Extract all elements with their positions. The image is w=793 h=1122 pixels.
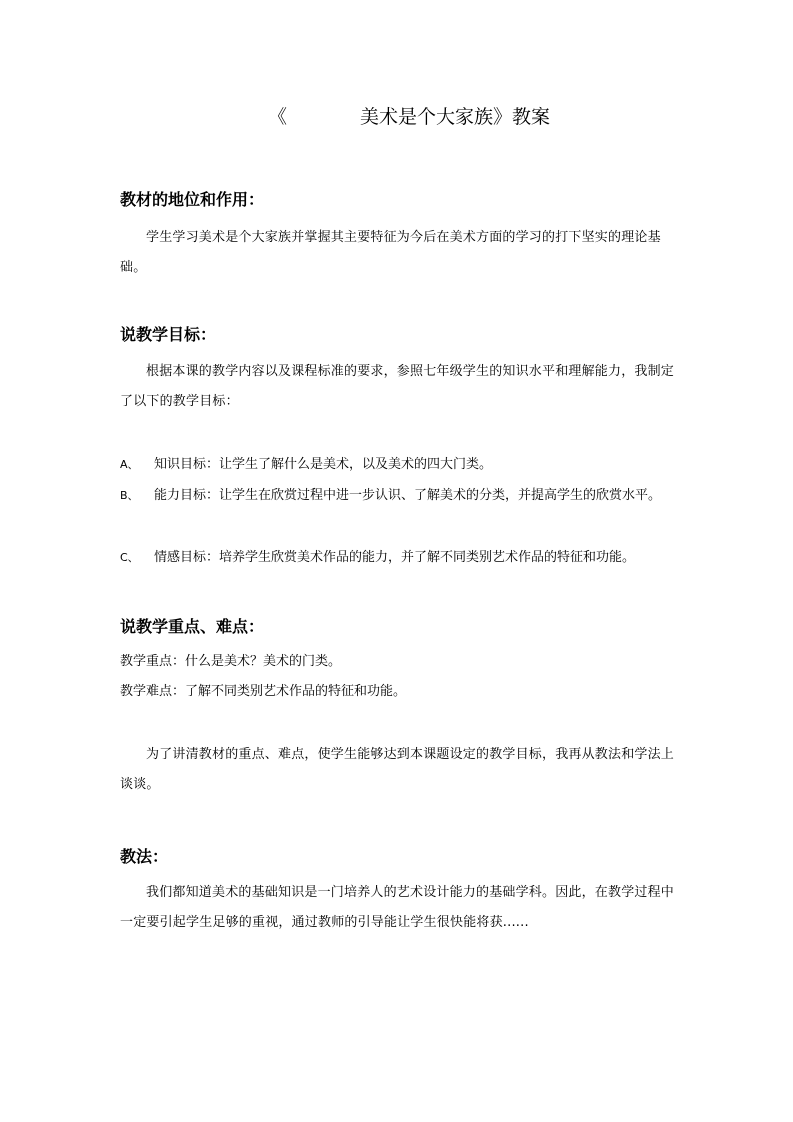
goal-item-a xyxy=(120,450,676,480)
key-point-line: 教学重点：什么是美术？美术的门类。 xyxy=(120,654,342,669)
section-heading-textbook-role: 教材的地位和作用： xyxy=(120,190,265,209)
goal-text: 情感目标：培养学生欣赏美术作品的能力，并了解不同类别艺术作品的特征和功能。 xyxy=(154,550,636,565)
goal-text: 知识目标：让学生了解什么是美术，以及美术的四大门类。 xyxy=(154,457,493,472)
difficult-point-line: 教学难点：了解不同类别艺术作品的特征和功能。 xyxy=(120,684,407,699)
title-text: 美术是个大家族》教案 xyxy=(360,106,551,128)
paragraph-teaching-goals: 根据本课的教学内容以及课程标准的要求，参照七年级学生的知识水平和理解能力，我制定了以下的教学目标： xyxy=(120,364,675,409)
section-heading-teaching-method: 教法： xyxy=(120,847,169,866)
document-title xyxy=(0,102,793,132)
goal-item-c xyxy=(120,543,676,573)
section-heading-key-difficult: 说教学重点、难点： xyxy=(120,617,265,636)
paragraph-methods-intro: 为了讲清教材的重点、难点，使学生能够达到本课题设定的教学目标，我再从教法和学法上谈谈。 xyxy=(120,747,675,792)
title-open-bracket: 《 xyxy=(268,106,288,128)
goal-item-b xyxy=(120,481,676,511)
goal-marker: A、 xyxy=(120,458,139,471)
paragraph-textbook-role: 学生学习美术是个大家族并掌握其主要特征为今后在美术方面的学习的打下坚实的理论基础。 xyxy=(120,230,661,275)
paragraph-teaching-method: 我们都知道美术的基础知识是一门培养人的艺术设计能力的基础学科。因此，在教学过程中一定要引起学生足够的重视，通过教师的引导能让学生很快能将获...... xyxy=(120,885,675,930)
goal-marker: C、 xyxy=(120,551,139,564)
goal-text: 能力目标：让学生在欣赏过程中进一步认识、了解美术的分类，并提高学生的欣赏水平。 xyxy=(154,488,662,503)
goal-marker: B、 xyxy=(120,489,139,502)
section-heading-teaching-goals: 说教学目标： xyxy=(120,325,217,344)
